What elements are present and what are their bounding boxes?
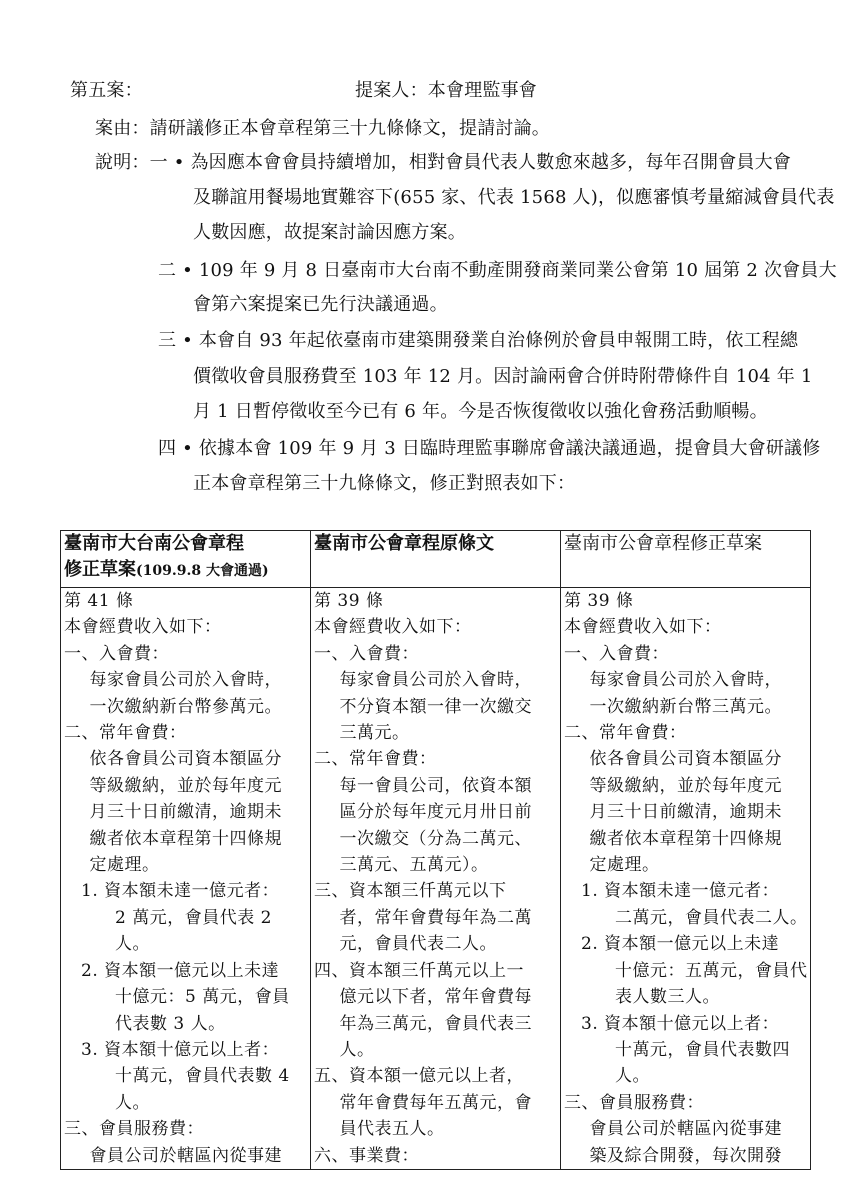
header-line: 臺南市大台南公會章程 [64,533,244,554]
table-line: 十萬元，會員代表數 4 [115,1066,290,1087]
case-number: 第五案： [70,80,143,101]
column-greater-tainan [61,588,311,1170]
table-line: 元，會員代表二人。 [339,934,497,955]
table-line: 第 39 條 [564,591,634,611]
header-sub: 修正草案 [64,559,136,580]
table-line: 第 41 條 [64,591,134,611]
table-line: 會員公司於轄區內從事建 [89,1145,282,1166]
table-header-row [61,531,811,588]
table-line: 2. 資本額一億元以上未達 [581,934,780,955]
header-note: (109.9.8 大會通過) [136,563,269,579]
table-line: 定處理。 [89,855,160,876]
table-line: 年為三萬元，會員代表三 [339,1013,532,1034]
table-line: 定處理。 [589,855,660,876]
table-line: 築及綜合開發，每次開發 [589,1145,782,1166]
header-line: 臺南市公會章程原條文 [314,533,494,554]
table-line: 3. 資本額十億元以上者： [81,1039,280,1060]
table-line: 三萬元、五萬元）。 [339,855,489,876]
table-line: 二、常年會費： [64,723,187,744]
table-line: 人。 [339,1039,375,1060]
body-line: 價徵收會員服務費至 103 年 12 月。因討論兩會合併時附帶條件自 104 年 1 [193,366,813,387]
header-cell-greater-tainan [61,531,311,588]
table-line: 本會經費收入如下： [564,617,722,638]
table-line: 繳者依本章程第十四條規 [589,828,782,849]
table-line: 人。 [115,1092,150,1113]
table-line: 每家會員公司於入會時， [339,670,532,691]
body-line: 正本會章程第三十九條條文，修正對照表如下： [193,473,576,494]
table-line: 常年會費每年五萬元，會 [339,1092,532,1113]
table-line: 依各會員公司資本額區分 [589,749,782,770]
body-line: 二 • 109 年 9 月 8 日臺南市大台南不動產開發商業同業公會第 10 屆第 2 次會員大 [158,260,837,281]
body-line: 月 1 日暫停徵收至今已有 6 年。今是否恢復徵收以強化會務活動順暢。 [193,401,768,422]
table-line: 表人數三人。 [615,987,720,1008]
proposer: 提案人：本會理監事會 [355,80,537,101]
table-line: 三、會員服務費： [64,1119,204,1140]
table-line: 代表數 3 人。 [115,1013,226,1034]
table-line: 人。 [615,1066,650,1087]
table-line: 二萬元，會員代表二人。 [615,907,808,928]
table-line: 繳者依本章程第十四條規 [89,828,282,849]
table-line: 人。 [115,934,150,955]
header-cell-original [311,531,561,588]
table-line: 2 萬元，會員代表 2 [115,907,272,928]
body-line: 會第六案提案已先行決議通過。 [193,294,448,315]
comparison-table [60,530,811,1170]
body-line: 案由：請研議修正本會章程第三十九條條文，提請討論。 [95,118,550,139]
table-line: 三、資本額三仟萬元以下 [314,881,507,902]
body-line: 及聯誼用餐場地實難容下(655 家、代表 1568 人)，似應審慎考量縮減會員代表 [193,187,835,208]
table-line: 區分於每年度元月卅日前 [339,802,532,823]
table-line: 本會經費收入如下： [314,617,472,638]
table-line: 每家會員公司於入會時， [89,670,282,691]
table-line: 1. 資本額未達一億元者： [581,881,780,902]
table-line: 億元以下者，常年會費每 [339,987,532,1008]
table-line: 五、資本額一億元以上者， [314,1066,524,1087]
table-line: 三、會員服務費： [564,1092,704,1113]
table-line: 月三十日前繳清，逾期未 [589,802,782,823]
table-line: 一、入會費： [64,643,169,664]
body-line: 說明：一 • 為因應本會會員持續增加，相對會員代表人數愈來越多，每年召開會員大會 [95,152,792,173]
table-line: 十萬元，會員代表數四 [615,1039,790,1060]
table-line: 六、事業費： [314,1145,419,1166]
table-line: 會員公司於轄區內從事建 [589,1119,782,1140]
body-line: 四 • 依據本會 109 年 9 月 3 日臨時理監事聯席會議決議通過，提會員大會研議修 [158,438,821,459]
body-line: 三 • 本會自 93 年起依臺南市建築開發業自治條例於會員申報開工時，依工程總 [158,330,799,351]
table-line: 依各會員公司資本額區分 [89,749,282,770]
table-line: 一、入會費： [314,643,419,664]
table-body-row [61,588,811,1170]
table-line: 1. 資本額未達一億元者： [81,881,280,902]
table-line: 一次繳納新台幣參萬元。 [89,696,282,717]
column-draft [561,588,811,1170]
body-line: 人數因應，故提案討論因應方案。 [193,222,466,243]
table-line: 3. 資本額十億元以上者： [581,1013,780,1034]
table-line: 一次繳交（分為二萬元、 [339,828,532,849]
table-line: 十億元：五萬元，會員代 [615,960,808,981]
table-line: 一、入會費： [564,643,669,664]
table-line: 三萬元。 [339,723,410,744]
header-cell-draft [561,531,811,588]
table-line: 月三十日前繳清，逾期未 [89,802,282,823]
table-line: 者，常年會費每年為二萬 [339,907,532,928]
column-original [311,588,561,1170]
table-line: 等級繳納，並於每年度元 [89,775,282,796]
header-line: 臺南市公會章程修正草案 [564,533,762,554]
table-line: 2. 資本額一億元以上未達 [81,960,280,981]
table-line: 等級繳納，並於每年度元 [589,775,782,796]
table-line: 本會經費收入如下： [64,617,222,638]
table-line: 每一會員公司，依資本額 [339,775,532,796]
table-line: 二、常年會費： [314,749,437,770]
table-line: 每家會員公司於入會時， [589,670,782,691]
table-line: 第 39 條 [314,591,384,611]
table-line: 十億元：5 萬元，會員 [115,987,290,1008]
table-line: 四、資本額三仟萬元以上一 [314,960,524,981]
header-line [64,557,307,584]
table-line: 一次繳納新台幣三萬元。 [589,696,782,717]
table-line: 不分資本額一律一次繳交 [339,696,532,717]
table-line: 二、常年會費： [564,723,687,744]
table-line: 員代表五人。 [339,1119,445,1140]
